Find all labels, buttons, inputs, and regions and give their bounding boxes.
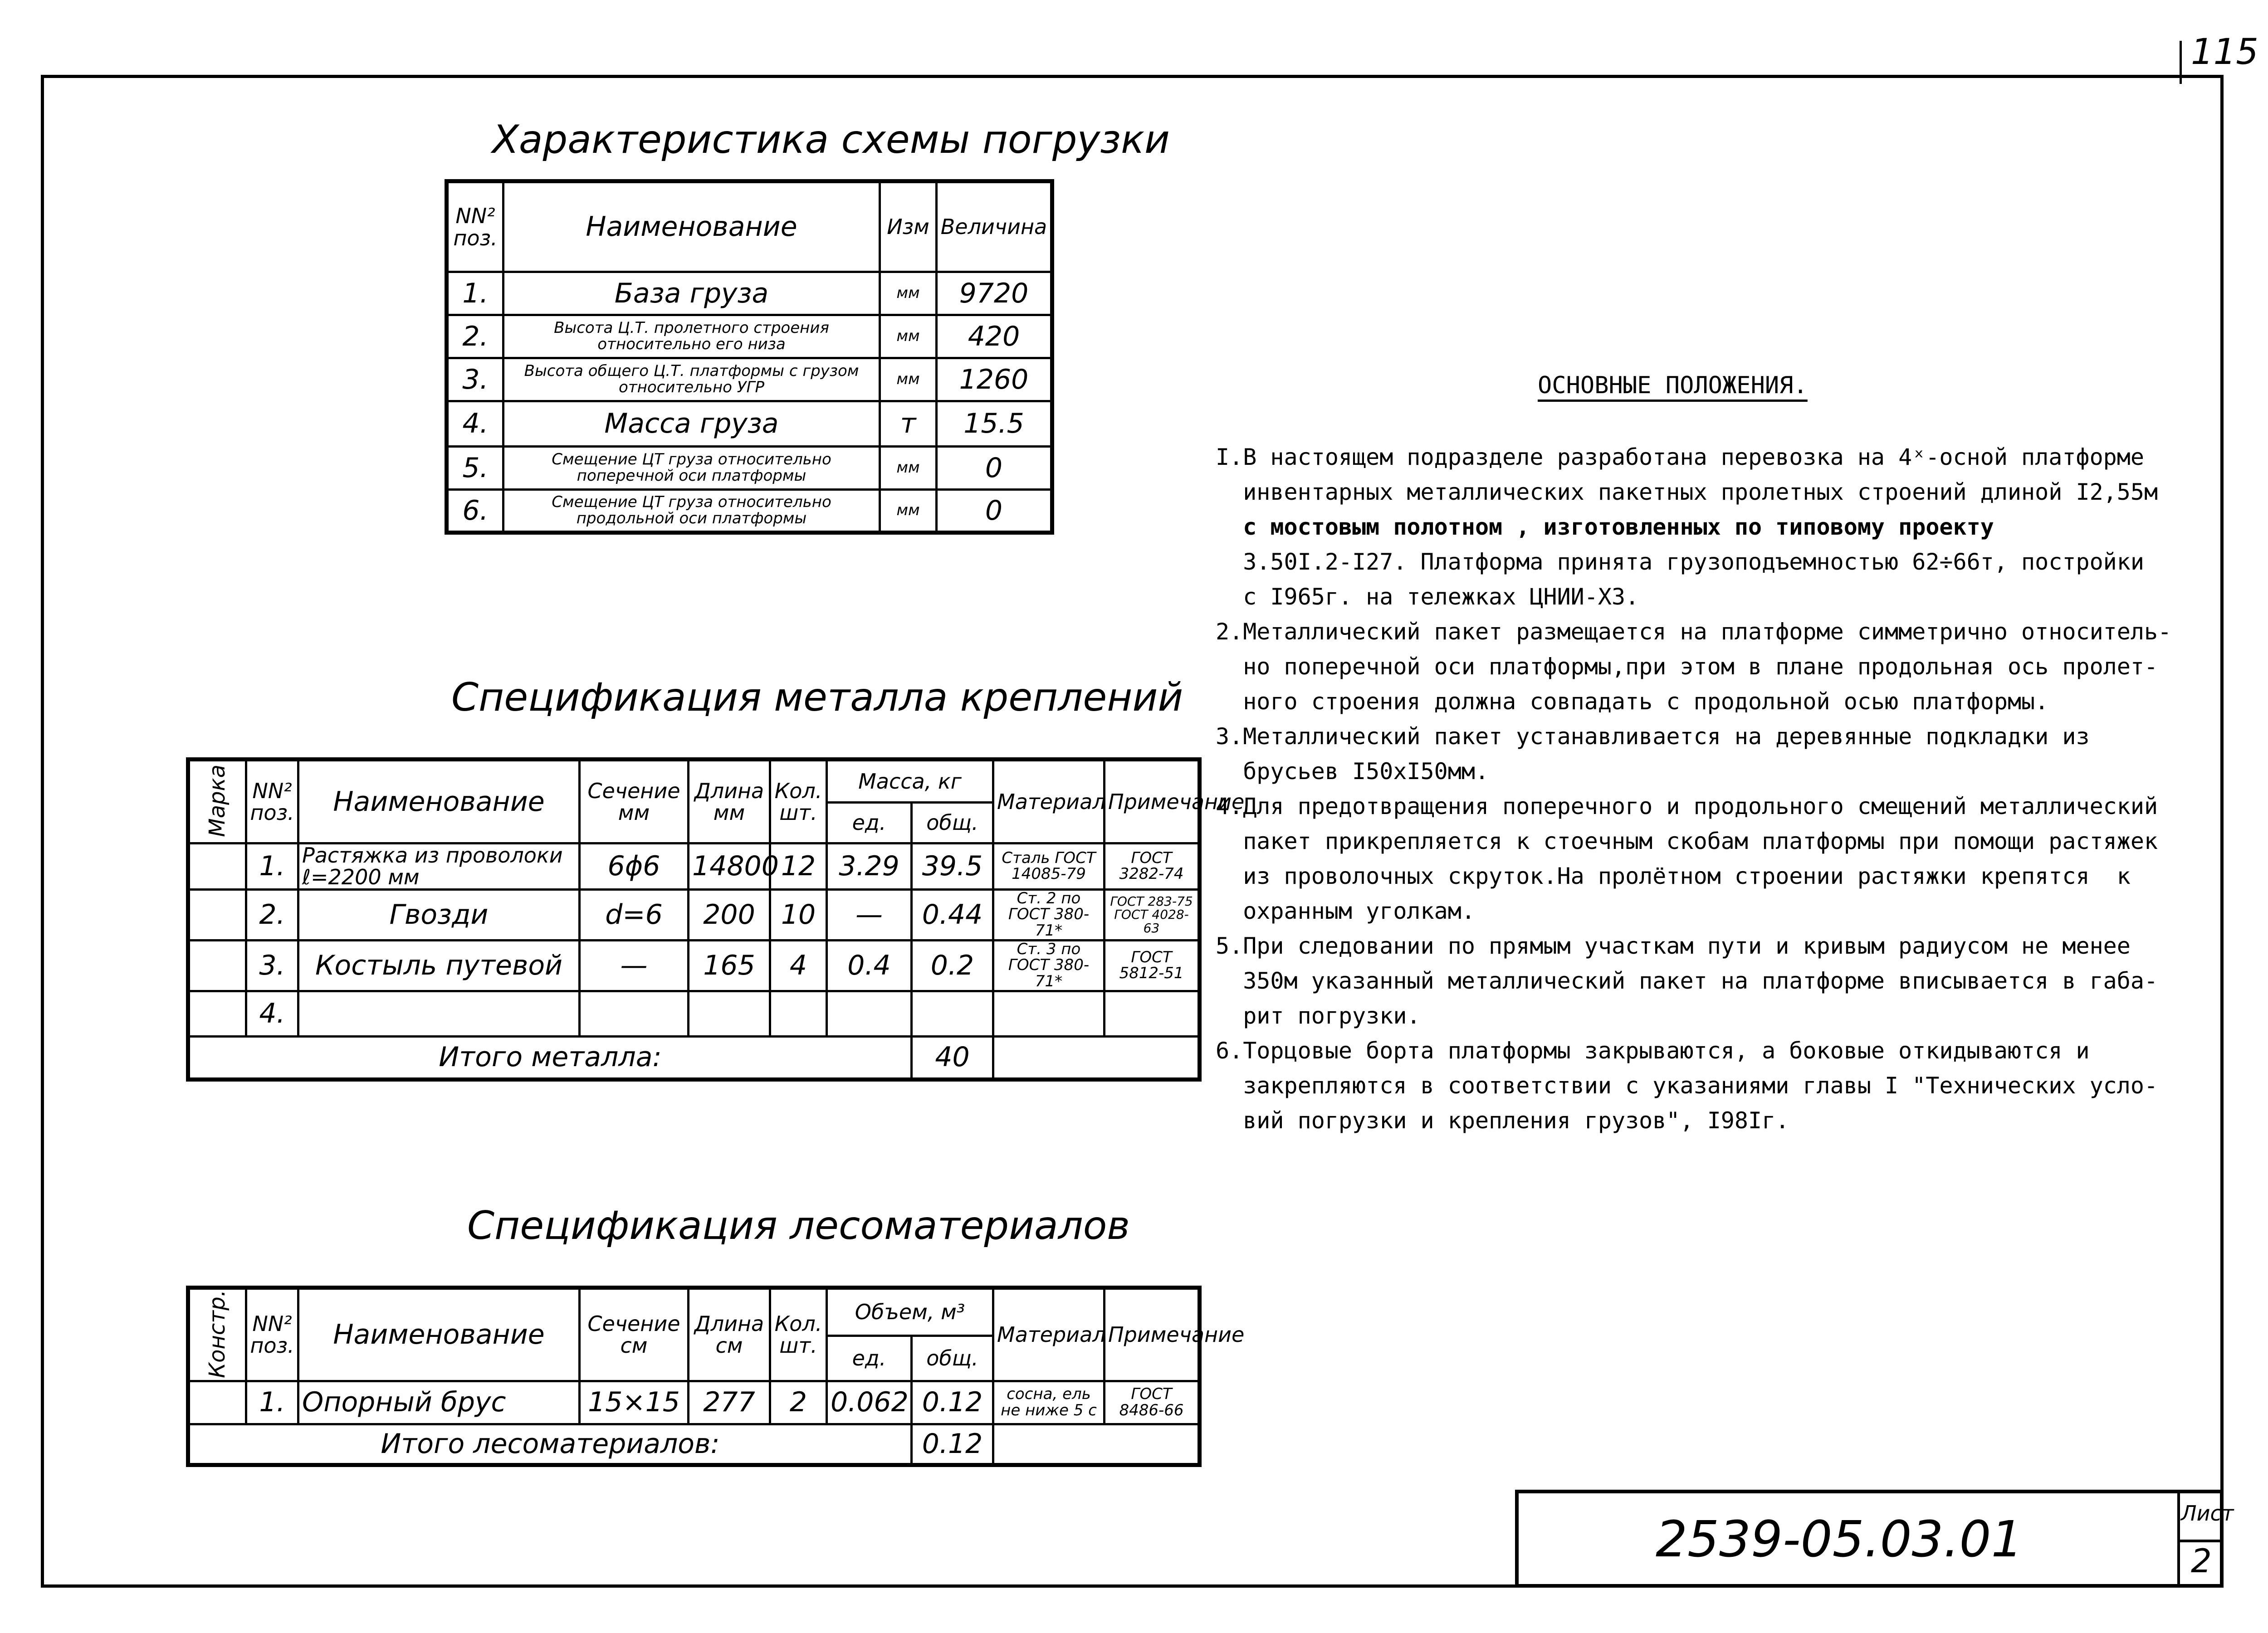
cell-material: Ст. 2 по ГОСТ 380-71* — [993, 889, 1105, 940]
total-value: 0.12 — [912, 1424, 993, 1465]
cell-pos: 3. — [447, 358, 503, 401]
provisions-text — [1216, 440, 2171, 1138]
table-header-row — [188, 1288, 1200, 1336]
cell-unit-volume: 0.062 — [827, 1381, 912, 1424]
cell-pos: 1. — [246, 843, 298, 890]
metal-spec-table — [186, 757, 1245, 1082]
title-block-divider — [2177, 1490, 2180, 1588]
cell-unit: мм — [880, 447, 937, 490]
header-vol-total: общ. — [912, 1336, 993, 1381]
cell-pos: 5. — [447, 447, 503, 490]
cell-value: 0 — [937, 447, 1052, 490]
provision-line: 6.Торцовые борта платформы закрываются, а боковые откидываются и — [1216, 1038, 2090, 1064]
timber-spec-table — [186, 1286, 1245, 1467]
header-mass: Масса, кг — [827, 760, 993, 803]
header-name: Наименование — [298, 760, 580, 843]
header-section: Сечение мм — [580, 760, 689, 843]
table1-title: Характеристика схемы погрузки — [492, 117, 1170, 162]
header-pos: NN² поз. — [246, 1288, 298, 1381]
cell-name: Высота Ц.Т. пролетного строения относительно его низа — [503, 315, 880, 358]
cell-name: Костыль путевой — [298, 940, 580, 991]
cell-name: Высота общего Ц.Т. платформы с грузом относительно УГР — [503, 358, 880, 401]
cell-name — [298, 991, 580, 1036]
cell-mark — [188, 843, 246, 890]
table3-title: Спецификация лесоматериалов — [467, 1203, 1130, 1248]
cell-mark — [188, 940, 246, 991]
cell-value: 9720 — [937, 272, 1052, 315]
cell-total-volume: 0.12 — [912, 1381, 993, 1424]
cell-length: 200 — [689, 889, 770, 940]
cell-note: ГОСТ 8486-66 — [1105, 1381, 1200, 1424]
cell-material: Ст. 3 по ГОСТ 380-71* — [993, 940, 1105, 991]
provision-line: рит погрузки. — [1216, 1003, 1421, 1029]
cell-note — [1105, 991, 1200, 1036]
header-volume: Объем, м³ — [827, 1288, 993, 1336]
header-length: Длина см — [689, 1288, 770, 1381]
provisions-title: ОСНОВНЫЕ ПОЛОЖЕНИЯ. — [1538, 372, 1808, 399]
cell-mark — [188, 1381, 246, 1424]
header-mass-total: общ. — [912, 803, 993, 843]
header-value: Величина — [937, 181, 1052, 272]
cell-unit: мм — [880, 490, 937, 533]
document-code: 2539-05.03.01 — [1656, 1510, 2023, 1568]
table-header-row — [188, 760, 1200, 803]
provision-line: 5.При следовании по прямым участкам пути и кривым радиусом не менее — [1216, 933, 2131, 959]
cell-unit: мм — [880, 272, 937, 315]
table-row — [188, 843, 1200, 890]
cell-material: Сталь ГОСТ 14085-79 — [993, 843, 1105, 890]
cell-name: Смещение ЦТ груза относительно поперечной оси платформы — [503, 447, 880, 490]
header-length: Длина мм — [689, 760, 770, 843]
cell-material — [993, 991, 1105, 1036]
table-row — [447, 401, 1052, 447]
sheet-number-divider — [2180, 41, 2182, 84]
table-row — [188, 940, 1200, 991]
header-pos: NN² поз. — [447, 181, 503, 272]
cell-pos: 4. — [447, 401, 503, 447]
provision-line: ного строения должна совпадать с продольной осью платформы. — [1216, 688, 2049, 715]
header-section: Сечение см — [580, 1288, 689, 1381]
table-row — [447, 490, 1052, 533]
header-material: Материал — [993, 1288, 1105, 1381]
header-name: Наименование — [298, 1288, 580, 1381]
cell-section: d=6 — [580, 889, 689, 940]
total-label: Итого лесоматериалов: — [188, 1424, 912, 1465]
cell-unit: мм — [880, 315, 937, 358]
table-row — [447, 358, 1052, 401]
cell-section: 6ϕ6 — [580, 843, 689, 890]
cell-section: — — [580, 940, 689, 991]
provision-line: закрепляются в соответствии с указаниями главы I "Технических усло- — [1216, 1072, 2158, 1099]
table-row — [188, 1381, 1200, 1424]
provision-line: 2.Металлический пакет размещается на платформе симметрично относитель- — [1216, 619, 2172, 645]
cell-mark — [188, 991, 246, 1036]
provision-line: из проволочных скруток.На пролётном строении растяжки крепятся к — [1216, 863, 2131, 889]
cell-total-mass: 0.2 — [912, 940, 993, 991]
cell-section — [580, 991, 689, 1036]
sheet-label: Лист — [2181, 1501, 2234, 1526]
cell-length: 277 — [689, 1381, 770, 1424]
page-number: 115 — [2191, 32, 2258, 73]
cell-length: 165 — [689, 940, 770, 991]
sheet-number: 2 — [2191, 1542, 2212, 1580]
cell-name: База груза — [503, 272, 880, 315]
cell-value: 15.5 — [937, 401, 1052, 447]
cell-name: Растяжка из проволоки ℓ=2200 мм — [298, 843, 580, 890]
header-vol-unit: ед. — [827, 1336, 912, 1381]
header-material: Материал — [993, 760, 1105, 843]
loading-scheme-table — [445, 179, 1054, 535]
cell-pos: 4. — [246, 991, 298, 1036]
table-header-row — [447, 181, 1052, 272]
cell-name: Смещение ЦТ груза относительно продольной оси платформы — [503, 490, 880, 533]
total-empty — [993, 1036, 1200, 1079]
cell-unit-mass: 3.29 — [827, 843, 912, 890]
cell-unit-mass — [827, 991, 912, 1036]
cell-pos: 2. — [246, 889, 298, 940]
table2-title: Спецификация металла креплений — [451, 675, 1183, 720]
cell-unit: т — [880, 401, 937, 447]
cell-qty — [770, 991, 827, 1036]
provision-line: 3.50I.2-I27. Платформа принята грузоподъемностью 62÷66т, постройки — [1216, 549, 2144, 575]
total-value: 40 — [912, 1036, 993, 1079]
cell-name: Гвозди — [298, 889, 580, 940]
header-unit: Изм — [880, 181, 937, 272]
header-mark: Марка — [188, 760, 246, 843]
total-label: Итого металла: — [188, 1036, 912, 1079]
cell-total-mass — [912, 991, 993, 1036]
cell-pos: 1. — [246, 1381, 298, 1424]
total-row — [188, 1036, 1200, 1079]
cell-qty: 10 — [770, 889, 827, 940]
provision-line: вий погрузки и крепления грузов", I98Iг. — [1216, 1107, 1789, 1134]
header-pos: NN² поз. — [246, 760, 298, 843]
cell-unit: мм — [880, 358, 937, 401]
cell-section: 15×15 — [580, 1381, 689, 1424]
cell-material: сосна, ель не ниже 5 с — [993, 1381, 1105, 1424]
cell-value: 1260 — [937, 358, 1052, 401]
header-mark: Констр. — [188, 1288, 246, 1381]
cell-length — [689, 991, 770, 1036]
cell-note: ГОСТ 3282-74 — [1105, 843, 1200, 890]
total-empty — [993, 1424, 1200, 1465]
table-row — [447, 447, 1052, 490]
provision-line: пакет прикрепляется к стоечным скобам платформы при помощи растяжек — [1216, 828, 2158, 854]
cell-length: 14800 — [689, 843, 770, 890]
cell-unit-mass: — — [827, 889, 912, 940]
header-name: Наименование — [503, 181, 880, 272]
provision-line: 350м указанный металлический пакет на платформе вписывается в габа- — [1216, 968, 2158, 994]
provision-line: 3.Металлический пакет устанавливается на деревянные подкладки из — [1216, 723, 2090, 750]
header-qty: Кол. шт. — [770, 760, 827, 843]
table-row — [447, 315, 1052, 358]
cell-unit-mass: 0.4 — [827, 940, 912, 991]
provision-line: брусьев I50xI50мм. — [1216, 758, 1489, 785]
cell-total-mass: 39.5 — [912, 843, 993, 890]
table-row — [188, 991, 1200, 1036]
cell-mark — [188, 889, 246, 940]
total-row — [188, 1424, 1200, 1465]
cell-note: ГОСТ 283-75 ГОСТ 4028-63 — [1105, 889, 1200, 940]
provision-line: но поперечной оси платформы,при этом в плане продольная ось пролет- — [1216, 653, 2158, 680]
header-qty: Кол. шт. — [770, 1288, 827, 1381]
cell-name: Масса груза — [503, 401, 880, 447]
header-note: Примечание — [1105, 760, 1200, 843]
header-note: Примечание — [1105, 1288, 1200, 1381]
cell-qty: 2 — [770, 1381, 827, 1424]
cell-value: 420 — [937, 315, 1052, 358]
cell-qty: 12 — [770, 843, 827, 890]
provision-line: 4.Для предотвращения поперечного и продольного смещений металлический — [1216, 793, 2158, 819]
table-row — [188, 889, 1200, 940]
cell-total-mass: 0.44 — [912, 889, 993, 940]
cell-note: ГОСТ 5812-51 — [1105, 940, 1200, 991]
cell-pos: 2. — [447, 315, 503, 358]
provision-line: инвентарных металлических пакетных пролетных строений длиной I2,55м — [1216, 479, 2158, 505]
provision-line: охранным уголкам. — [1216, 898, 1475, 924]
cell-pos: 6. — [447, 490, 503, 533]
cell-value: 0 — [937, 490, 1052, 533]
table-row — [447, 272, 1052, 315]
cell-pos: 3. — [246, 940, 298, 991]
cell-name: Опорный брус — [298, 1381, 580, 1424]
header-mass-unit: ед. — [827, 803, 912, 843]
provision-line: I.В настоящем подразделе разработана перевозка на 4ˣ-осной платформе — [1216, 444, 2144, 470]
cell-qty: 4 — [770, 940, 827, 991]
cell-pos: 1. — [447, 272, 503, 315]
provision-line: с мостовым полотном , изготовленных по типовому проекту — [1216, 514, 1994, 540]
provision-line: с I965г. на тележках ЦНИИ-Х3. — [1216, 584, 1639, 610]
